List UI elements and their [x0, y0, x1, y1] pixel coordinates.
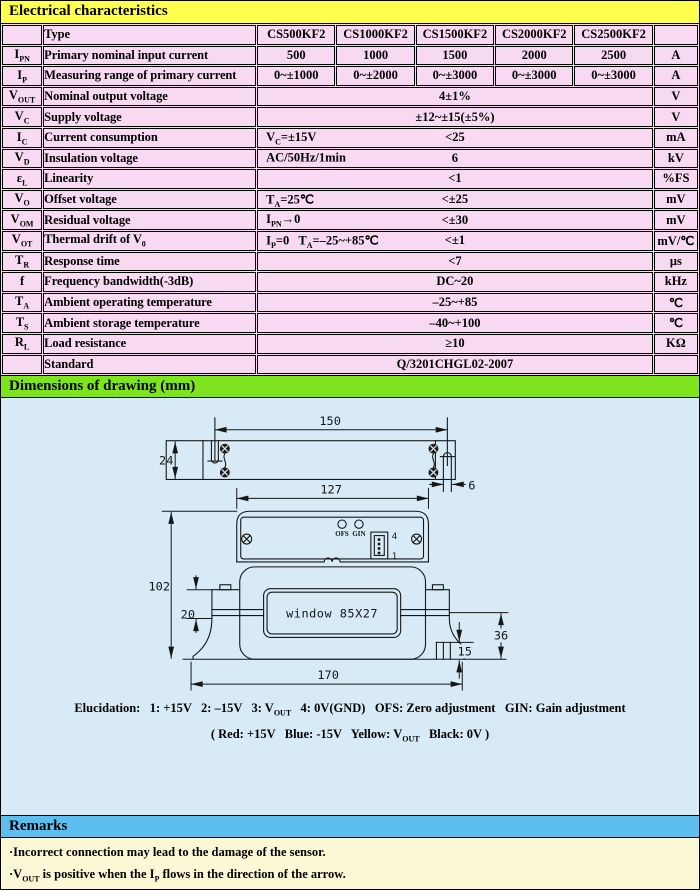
spec-label: Response time	[43, 252, 256, 272]
dim-36-label: 36	[493, 628, 509, 643]
spec-unit: mV	[654, 210, 698, 230]
dim-150-label: 150	[319, 413, 341, 428]
spec-unit: kV	[654, 149, 698, 169]
spec-unit: ℃	[654, 293, 698, 313]
spec-unit: mV	[654, 190, 698, 210]
spec-unit: V	[654, 107, 698, 127]
spec-value: <1	[257, 169, 653, 189]
spec-symbol: $V_C$	[2, 107, 42, 127]
spec-label: Nominal output voltage	[43, 87, 256, 107]
spec-value: 0~±2000	[336, 66, 414, 86]
remark-line-2: $\cdot V_{OUT}$ is positive when the $I_P$ flows in the direction of the arrow.	[9, 867, 346, 884]
table-row	[2, 334, 698, 354]
spec-value: 1500	[416, 46, 494, 66]
spec-symbol: $I_{PN}$	[2, 46, 42, 66]
spec-label: Primary nominal input current	[43, 46, 256, 66]
spec-label: Ambient operating temperature	[43, 293, 256, 313]
table-row	[2, 66, 698, 86]
spec-unit: kHz	[654, 272, 698, 292]
spec-unit: %FS	[654, 169, 698, 189]
spec-symbol: $V_{OM}$	[2, 210, 42, 230]
spec-limit: <25	[445, 130, 465, 145]
table-row	[2, 190, 698, 210]
spec-label: Load resistance	[43, 334, 256, 354]
spec-limit: <±30	[441, 212, 469, 227]
spec-symbol: $T_R$	[2, 252, 42, 272]
remarks-body	[1, 838, 699, 889]
gin-label: GIN	[352, 530, 366, 539]
spec-value: CS1500KF2	[416, 25, 494, 45]
left-mounting-foot	[193, 590, 240, 660]
dim-102-label: 102	[148, 579, 171, 594]
ofs-potentiometer-icon	[338, 520, 346, 528]
spec-label: Standard	[43, 355, 256, 375]
spec-limit: 6	[451, 150, 459, 165]
table-row	[2, 107, 698, 127]
spec-value: 500	[257, 46, 335, 66]
spec-value: Q/3201CHGL02-2007	[257, 355, 653, 375]
spec-value	[257, 149, 653, 169]
spec-value: –40~+100	[257, 313, 653, 333]
elucidation	[1, 701, 699, 743]
spec-value: ±12~±15(±5%)	[257, 107, 653, 127]
spec-limit: <±1	[444, 233, 466, 248]
spec-unit: KΩ	[654, 334, 698, 354]
table-row	[2, 231, 698, 251]
table-row	[2, 25, 698, 45]
spec-unit: ℃	[654, 313, 698, 333]
spec-symbol: $\varepsilon_L$	[2, 169, 42, 189]
spec-unit: mA	[654, 128, 698, 148]
spec-label: Offset voltage	[43, 190, 256, 210]
spec-unit: A	[654, 66, 698, 86]
table-row	[2, 210, 698, 230]
elucidation-line-1: Elucidation: 1: +15V 2: –15V 3: $V_{OUT}$ 4: 0V(GND) OFS: Zero adjustment GIN: Gain adjustment	[74, 701, 626, 718]
spec-unit	[654, 25, 698, 45]
test-condition: $I_{PN}\to 0$	[266, 211, 301, 229]
dim-170-label: 170	[317, 668, 339, 683]
spec-symbol	[2, 355, 42, 375]
table-row	[2, 355, 698, 375]
spec-value: <7	[257, 252, 653, 272]
spec-value: CS500KF2	[257, 25, 335, 45]
dim-6-label: 6	[468, 478, 476, 493]
dim-15-label: 15	[457, 644, 472, 659]
spec-label: Measuring range of primary current	[43, 66, 256, 86]
spec-label: Type	[43, 25, 256, 45]
section-title: Remarks	[9, 818, 68, 834]
table-row	[2, 169, 698, 189]
spec-value: 2500	[574, 46, 652, 66]
test-condition: AC/50Hz/1min	[266, 150, 346, 165]
spec-symbol: $T_S$	[2, 313, 42, 333]
spec-unit: V	[654, 87, 698, 107]
spec-label: Ambient storage temperature	[43, 313, 256, 333]
spec-value: ≥10	[257, 334, 653, 354]
spec-value: CS1000KF2	[336, 25, 414, 45]
table-row	[2, 252, 698, 272]
table-row	[2, 87, 698, 107]
spec-symbol: $V_O$	[2, 190, 42, 210]
spec-symbol: $R_L$	[2, 334, 42, 354]
elucidation-line-2: ( Red: +15V Blue: -15V Yellow: $V_{OUT}$ Black: 0V )	[210, 726, 490, 744]
spec-label: Insulation voltage	[43, 149, 256, 169]
dimensions-header	[1, 375, 699, 398]
spec-value: 0~±1000	[257, 66, 335, 86]
remark-line-1: ·Incorrect connection may lead to the damage of the sensor.	[9, 845, 326, 859]
table-row	[2, 46, 698, 66]
spec-limit: <±25	[441, 192, 469, 207]
spec-unit: A	[654, 46, 698, 66]
table-row	[2, 313, 698, 333]
pin-1-label: 1	[391, 552, 398, 563]
spec-value: CS2000KF2	[495, 25, 573, 45]
section-title: Electrical characteristics	[9, 3, 168, 19]
spec-value	[257, 128, 653, 148]
spec-symbol: $I_C$	[2, 128, 42, 148]
spec-value: 2000	[495, 46, 573, 66]
spec-symbol: $V_D$	[2, 149, 42, 169]
top-view	[166, 418, 455, 492]
spec-value: DC~20	[257, 272, 653, 292]
spec-value	[257, 190, 653, 210]
pin-4-label: 4	[391, 532, 398, 543]
spec-value: CS2500KF2	[574, 25, 652, 45]
dim-127-label: 127	[320, 482, 342, 497]
remarks-header	[1, 815, 699, 838]
dim-20-label: 20	[180, 607, 196, 622]
spec-unit: mV/℃	[654, 231, 698, 251]
ofs-label: OFS	[335, 530, 349, 539]
spec-label: Current consumption	[43, 128, 256, 148]
spec-value: 0~±3000	[574, 66, 652, 86]
spec-value: 0~±3000	[416, 66, 494, 86]
test-condition: $I_P=0$ $T_A=-25\sim+85℃$	[266, 232, 379, 250]
spec-value: 1000	[336, 46, 414, 66]
test-condition: $V_C=\pm 15V$	[266, 129, 317, 147]
electrical-characteristics-table	[1, 24, 699, 375]
spec-label: Linearity	[43, 169, 256, 189]
spec-unit	[654, 355, 698, 375]
spec-value	[257, 231, 653, 251]
spec-label: Frequency bandwidth(-3dB)	[43, 272, 256, 292]
spec-symbol: $I_P$	[2, 66, 42, 86]
table-row	[2, 293, 698, 313]
table-row	[2, 128, 698, 148]
dim-24-label: 24	[159, 453, 174, 468]
spec-unit: μs	[654, 252, 698, 272]
section-title: Dimensions of drawing (mm)	[9, 378, 196, 395]
drawing-section	[1, 398, 699, 815]
spec-value: –25~+85	[257, 293, 653, 313]
table-row	[2, 272, 698, 292]
spec-value	[257, 210, 653, 230]
table-row	[2, 149, 698, 169]
gin-potentiometer-icon	[355, 520, 363, 528]
spec-symbol: $V_{OT}$	[2, 231, 42, 251]
spec-label: Residual voltage	[43, 210, 256, 230]
spec-symbol: f	[2, 272, 42, 292]
spec-value: 0~±3000	[495, 66, 573, 86]
electrical-characteristics-header	[1, 1, 699, 24]
spec-value: 4±1%	[257, 87, 653, 107]
window-label: window 85X27	[286, 606, 379, 621]
spec-symbol: $T_A$	[2, 293, 42, 313]
spec-label: Supply voltage	[43, 107, 256, 127]
spec-symbol	[2, 25, 42, 45]
spec-symbol: $V_{OUT}$	[2, 87, 42, 107]
test-condition: $T_A=25℃$	[266, 191, 314, 209]
spec-label: Thermal drift of $V_0$	[43, 231, 256, 251]
dimension-drawing	[2, 398, 698, 698]
